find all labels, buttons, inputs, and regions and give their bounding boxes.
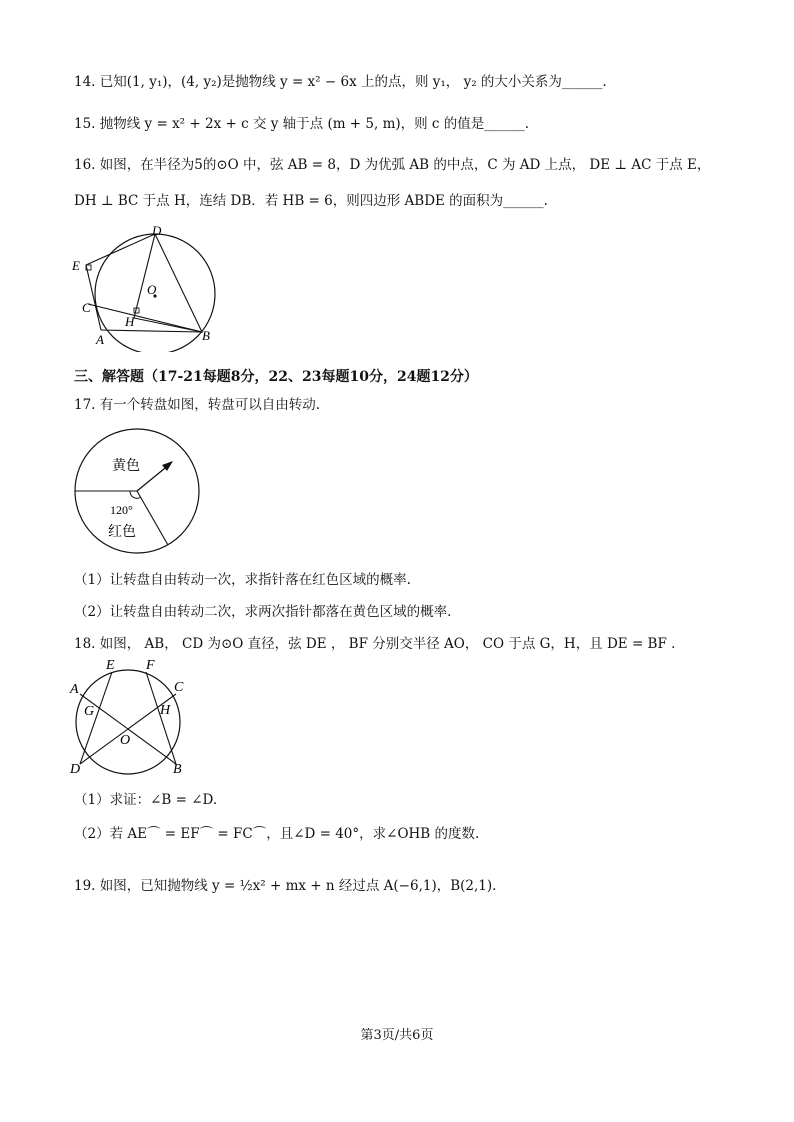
angle-label: 120° <box>110 503 133 517</box>
question-19: 19. 如图，已知抛物线 y = ½x² + mx + n 经过点 A(−6,1)，B(2,1). <box>74 878 497 894</box>
label-d-18: D <box>70 762 81 777</box>
label-o: O <box>147 282 157 297</box>
circle-o-18 <box>76 670 180 774</box>
section-3-title: 三、解答题（17-21每题8分，22、23每题10分，24题12分） <box>74 369 478 385</box>
question-17-intro: 17. 有一个转盘如图，转盘可以自由转动. <box>74 397 321 413</box>
label-e: E <box>72 258 80 273</box>
question-18-figure <box>66 656 196 778</box>
label-e-18: E <box>106 658 115 673</box>
label-a: A <box>96 332 104 347</box>
label-f-18: F <box>146 658 155 673</box>
question-18-part-2: （2）若 AE⌒ = EF⌒ = FC⌒，且∠D = 40°，求∠OHB 的度数. <box>74 826 480 842</box>
question-14: 14. 已知(1, y₁)，(4, y₂)是抛物线 y = x² − 6x 上的点，则 y₁， y₂ 的大小关系为______. <box>74 74 607 90</box>
chord-bf <box>146 672 176 764</box>
question-16-line-1: 16. 如图，在半径为5的⊙O 中，弦 AB = 8，D 为优弧 AB 的中点，C 为 AD 上点， DE ⊥ AC 于点 E， <box>74 157 711 173</box>
label-b-18: B <box>173 762 182 777</box>
question-16-line-2: DH ⊥ BC 于点 H，连结 DB．若 HB = 6，则四边形 ABDE 的面积为______. <box>74 193 548 209</box>
label-o-18: O <box>120 733 131 748</box>
page-footer: 第3页/共6页 <box>360 1028 434 1043</box>
label-h: H <box>125 314 135 329</box>
question-16-figure <box>66 222 226 352</box>
divider-down <box>137 491 168 545</box>
label-g-18: G <box>84 704 95 719</box>
label-b: B <box>202 328 210 343</box>
label-c: C <box>82 300 91 315</box>
label-c-18: C <box>174 680 184 695</box>
red-label: 红色 <box>108 525 136 540</box>
yellow-label: 黄色 <box>112 459 140 474</box>
question-18-part-1: （1）求证：∠B = ∠D. <box>74 792 218 808</box>
label-a-18: A <box>70 682 79 697</box>
question-18-intro: 18. 如图， AB， CD 为⊙O 直径，弦 DE ， BF 分别交半径 AO， CO 于点 G，H，且 DE = BF . <box>74 636 676 652</box>
question-15: 15. 抛物线 y = x² + 2x + c 交 y 轴于点 (m + 5, m)，则 c 的值是______. <box>74 116 530 132</box>
question-17-part-1: （1）让转盘自由转动一次，求指针落在红色区域的概率. <box>74 572 411 588</box>
label-h-18: H <box>160 703 171 718</box>
spinner-figure <box>70 428 210 558</box>
label-d: D <box>152 223 162 238</box>
question-17-part-2: （2）让转盘自由转动二次，求两次指针都落在黄色区域的概率. <box>74 604 452 620</box>
